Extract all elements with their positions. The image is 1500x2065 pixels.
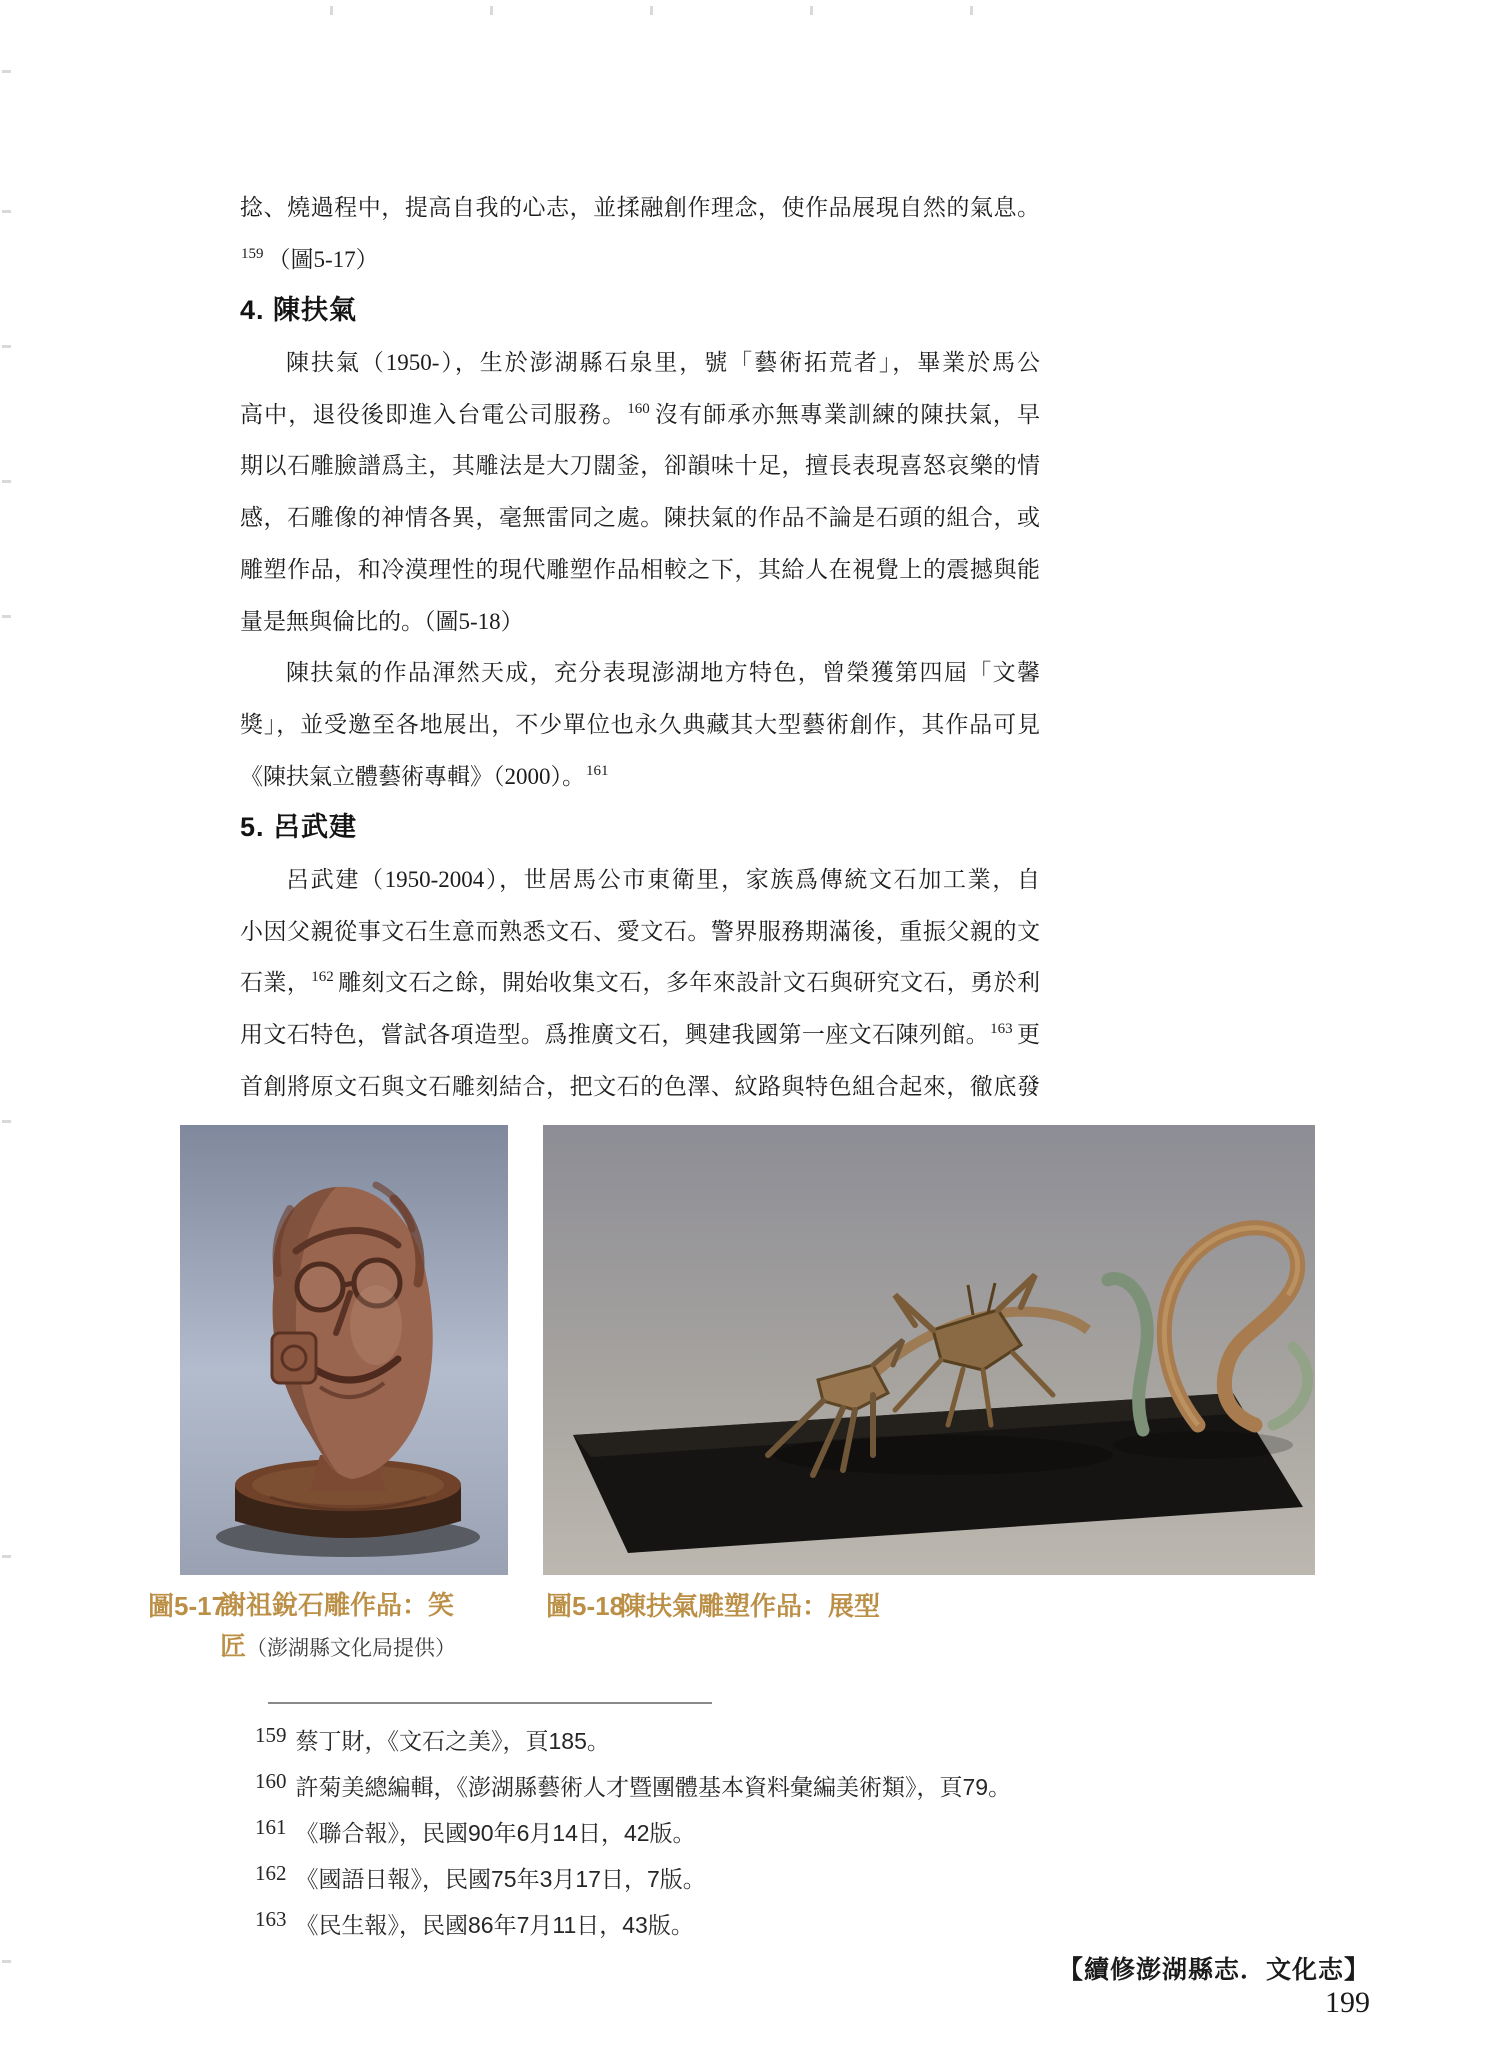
footnote-reference: 160 [627, 400, 650, 417]
text-line: 雕塑作品，和冷漠理性的現代雕塑作品相較之下，其給人在視覺上的震撼與能 [240, 556, 1040, 582]
footnote-number: 163 [255, 1907, 287, 1931]
registration-tick [330, 6, 333, 15]
registration-tick [2, 345, 11, 348]
footnote-text: 《聯合報》，民國90年6月14日，42版。 [295, 1820, 696, 1846]
figure-5-18-caption-title: 陳扶氣雕塑作品：展型 [620, 1591, 881, 1621]
text-line: 用文石特色，嘗試各項造型。爲推廣文石，興建我國第一座文石陳列館。$^{163}$ 更 [240, 1021, 1041, 1047]
figure-5-17-caption [220, 1585, 478, 1669]
page-number: 199 [1325, 1986, 1370, 2019]
figure-5-17-photo [180, 1125, 508, 1575]
registration-tick [2, 1960, 11, 1963]
registration-tick [2, 1120, 11, 1123]
registration-tick [2, 210, 11, 213]
text-line: 捻、燒過程中，提高自我的心志，並揉融創作理念，使作品展現自然的氣息。 [240, 195, 1040, 220]
text-line: 《陳扶氣立體藝術專輯》（2000）。$^{161}$ [240, 762, 609, 789]
registration-tick [2, 70, 11, 73]
footnote-reference: 161 [586, 762, 609, 779]
body-text-column [240, 182, 1040, 1112]
footnote-line [255, 1804, 1045, 1850]
metal-sculpture-illustration [543, 1125, 1315, 1575]
footnote-text: 蔡丁財，《文石之美》，頁185。 [295, 1728, 610, 1754]
text-line: 獎」，並受邀至各地展出，不少單位也永久典藏其大型藝術創作，其作品可見 [240, 711, 1040, 737]
footnote-reference: 162 [311, 969, 334, 986]
footnote-line [255, 1896, 1045, 1942]
footnote-line [255, 1850, 1045, 1896]
text-line: 高中，退役後即進入台電公司服務。$^{160}$ 沒有師承亦無專業訓練的陳扶氣，早 [240, 400, 1040, 427]
footnote-reference: 163 [990, 1021, 1013, 1037]
figure-5-18-label: 圖5-18 [546, 1591, 625, 1621]
footnote-number: 161 [255, 1815, 287, 1839]
footnote-text: 《國語日報》，民國75年3月17日，7版。 [295, 1866, 706, 1892]
text-line: 陳扶氣的作品渾然天成，充分表現澎湖地方特色，曾榮獲第四屆「文馨 [286, 660, 1040, 686]
footnotes [255, 1712, 1045, 1942]
figure-5-17-label: 圖5-17 [148, 1591, 227, 1621]
figure-5-17-caption-note: （澎湖縣文化局提供） [246, 1637, 457, 1660]
registration-tick [970, 6, 973, 15]
page-footer [1000, 1950, 1370, 2020]
figure-5-18-photo [543, 1125, 1315, 1575]
text-line: $^{159}$ （圖5-17） [241, 245, 379, 272]
footnote-line [255, 1712, 1045, 1758]
footnote-number: 159 [255, 1723, 287, 1747]
section-heading: 5. 呂武建 [240, 812, 358, 843]
text-line: 感，石雕像的神情各異，毫無雷同之處。陳扶氣的作品不論是石頭的組合，或 [240, 505, 1040, 531]
text-line: 量是無與倫比的。（圖5-18） [240, 608, 524, 634]
registration-tick [2, 1555, 11, 1558]
figure-5-17-caption-title: 謝祖銳石雕作品：笑匠 [220, 1590, 455, 1661]
text-line: 陳扶氣（1950-），生於澎湖縣石泉里，號「藝術拓荒者」，畢業於馬公 [286, 350, 1040, 376]
footnote-reference: 159 [241, 245, 264, 262]
text-line: 石業，$^{162}$ 雕刻文石之餘，開始收集文石，多年來設計文石與研究文石，勇於利 [240, 969, 1041, 996]
registration-tick [650, 6, 653, 15]
text-line: 期以石雕臉譜爲主，其雕法是大刀闊釜，卻韻味十足，擅長表現喜怒哀樂的情 [240, 453, 1040, 479]
registration-tick [490, 6, 493, 15]
section-heading: 4. 陳扶氣 [240, 295, 358, 326]
figure-5-18-caption [620, 1589, 880, 1623]
footnote-text: 許菊美總編輯，《澎湖縣藝術人才暨團體基本資料彙編美術類》，頁79。 [295, 1774, 1012, 1800]
book-title: 【續修澎湖縣志．文化志】 [1057, 1957, 1370, 1984]
footnote-divider [268, 1702, 712, 1704]
footnote-line [255, 1758, 1045, 1804]
footnote-number: 162 [255, 1861, 287, 1885]
text-line: 首創將原文石與文石雕刻結合，把文石的色澤、紋路與特色組合起來，徹底發 [240, 1073, 1040, 1099]
registration-tick [810, 6, 813, 15]
registration-tick [2, 480, 11, 483]
footnote-text: 《民生報》，民國86年7月11日，43版。 [295, 1912, 694, 1938]
registration-tick [2, 615, 11, 618]
text-line: 小因父親從事文石生意而熟悉文石、愛文石。警界服務期滿後，重振父親的文 [240, 918, 1040, 944]
footnote-number: 160 [255, 1769, 287, 1793]
head-sculpture-illustration [180, 1125, 508, 1575]
text-line: 呂武建（1950-2004），世居馬公市東衛里，家族爲傳統文石加工業，自 [286, 866, 1040, 892]
